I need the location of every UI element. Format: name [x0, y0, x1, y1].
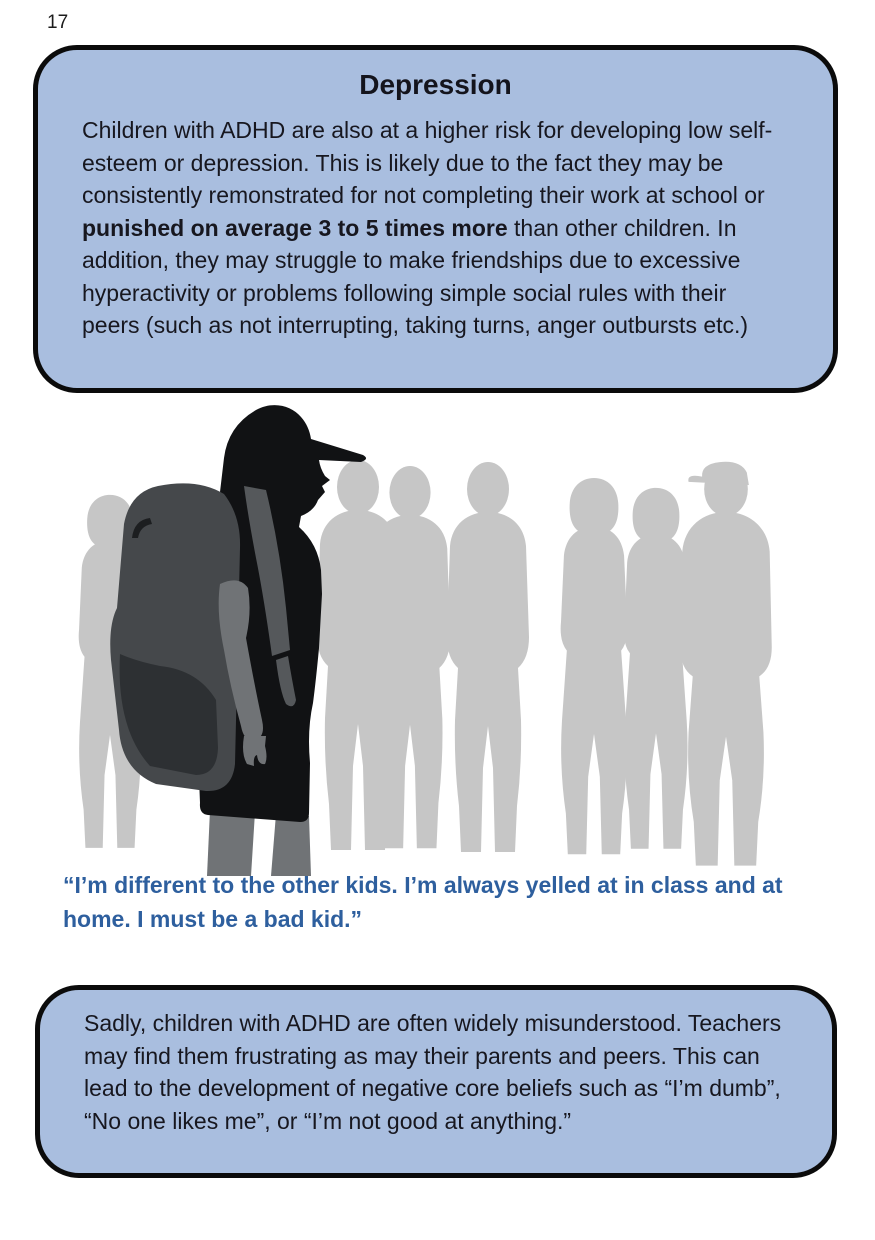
silhouette-illustration [58, 398, 818, 876]
child-quote: “I’m different to the other kids. I’m always yelled at in class and at home. I must be a bad kid.” [63, 872, 783, 932]
crowd-person [561, 478, 628, 854]
silhouette-svg [58, 398, 818, 876]
crowd-person [447, 462, 529, 852]
text-segment-before: Children with ADHD are also at a higher risk for developing low self-esteem or depression. This is likely due to the fact they may be consistently remonstrated for not completing their work at school or [82, 117, 773, 208]
box-body-text [82, 114, 789, 342]
depression-info-box [33, 45, 838, 393]
box-title: Depression [359, 69, 512, 100]
page-number: 17 [47, 12, 69, 33]
crowd-person [624, 488, 688, 849]
crowd-person-cap [680, 462, 772, 866]
misunderstood-info-box [35, 985, 837, 1178]
box-body-text: Sadly, children with ADHD are often widely misunderstood. Teachers may find them frustrating as may their parents and peers. This can lead to the development of negative core beliefs such as “I’m dumb”, “No one likes me”, or “I’m not good at anything.” [84, 1010, 782, 1134]
bold-text-segment: punished on average 3 to 5 times more [82, 214, 508, 241]
text-segment-after: than other children. In addition, they may struggle to make friendships due to excessive hyperactivity or problems following simple social rules with their peers (such as not interrupting, taking turns, anger outbursts etc.) [82, 214, 749, 338]
